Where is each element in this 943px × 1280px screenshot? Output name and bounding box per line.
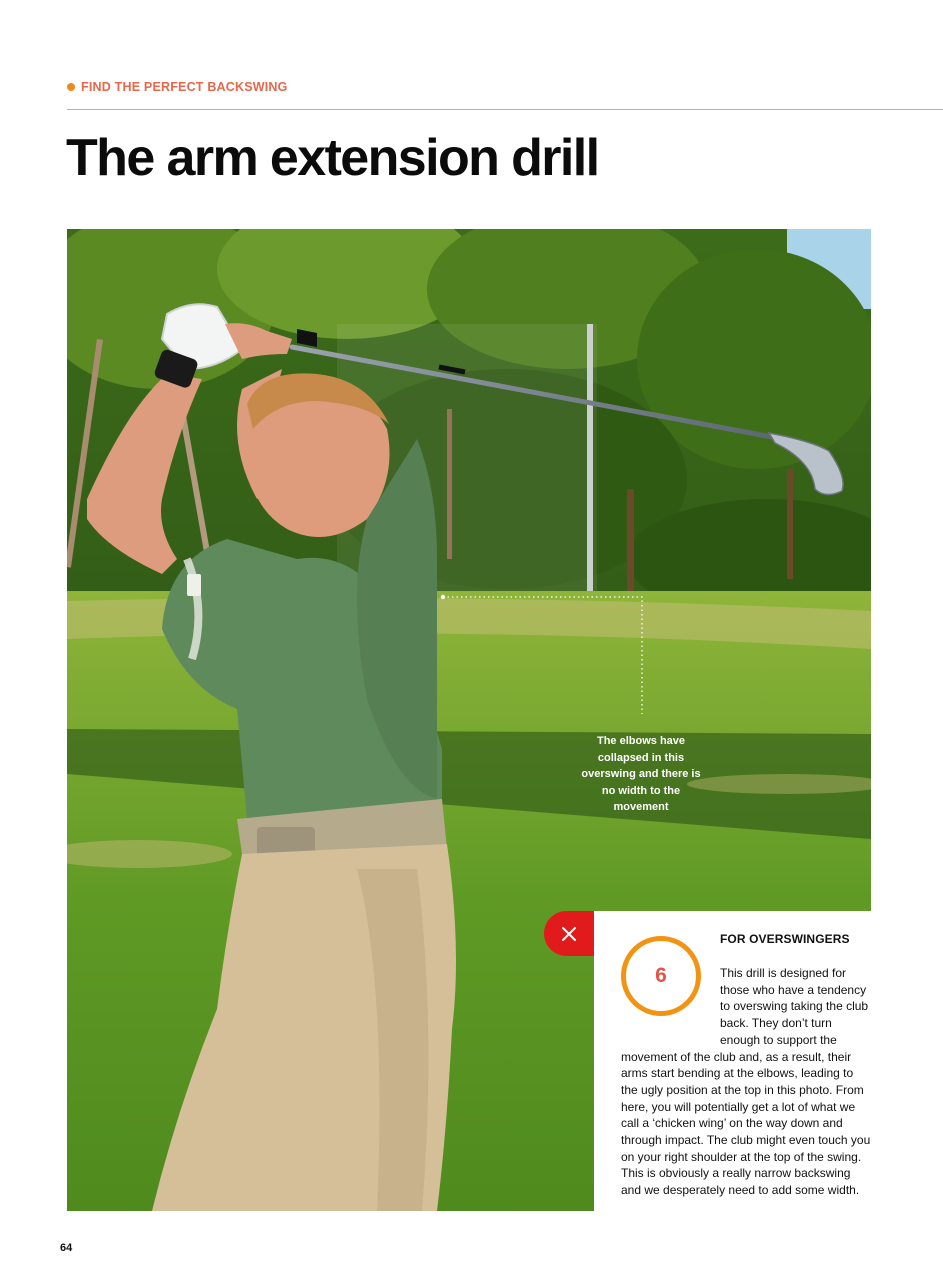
section-kicker-label: FIND THE PERFECT BACKSWING <box>81 80 288 94</box>
page-title: The arm extension drill <box>66 129 599 187</box>
boxout-title: FOR OVERSWINGERS <box>720 932 850 946</box>
boxout-body: This drill is designed for those who have a tendency to overswing taking the club back. They don’t turn enough to support the movement of the club and, as a result, their arms start bending at the elbows, leading to the ugly position at the top in this photo. From here, you will potentially get a lot of what we call a ‘chicken wing’ on the way down and through impact. The club might even touch you on your right shoulder at the top of the swing. This is obviously a really narrow backswing and we desperately need to add some width. <box>621 966 871 1198</box>
photo-caption: The elbows have collapsed in this overswing and there is no width to the movement <box>581 735 701 813</box>
page-number: 64 <box>60 1242 73 1254</box>
bullet-dot-icon <box>67 83 75 91</box>
drill-number: 6 <box>655 964 667 987</box>
section-kicker <box>67 80 288 94</box>
drill-type-badge <box>544 911 594 956</box>
header-rule <box>67 109 943 110</box>
boxout-body-wrap <box>621 965 873 1199</box>
close-icon <box>561 926 577 942</box>
text-wrap-spacer <box>621 965 720 1039</box>
